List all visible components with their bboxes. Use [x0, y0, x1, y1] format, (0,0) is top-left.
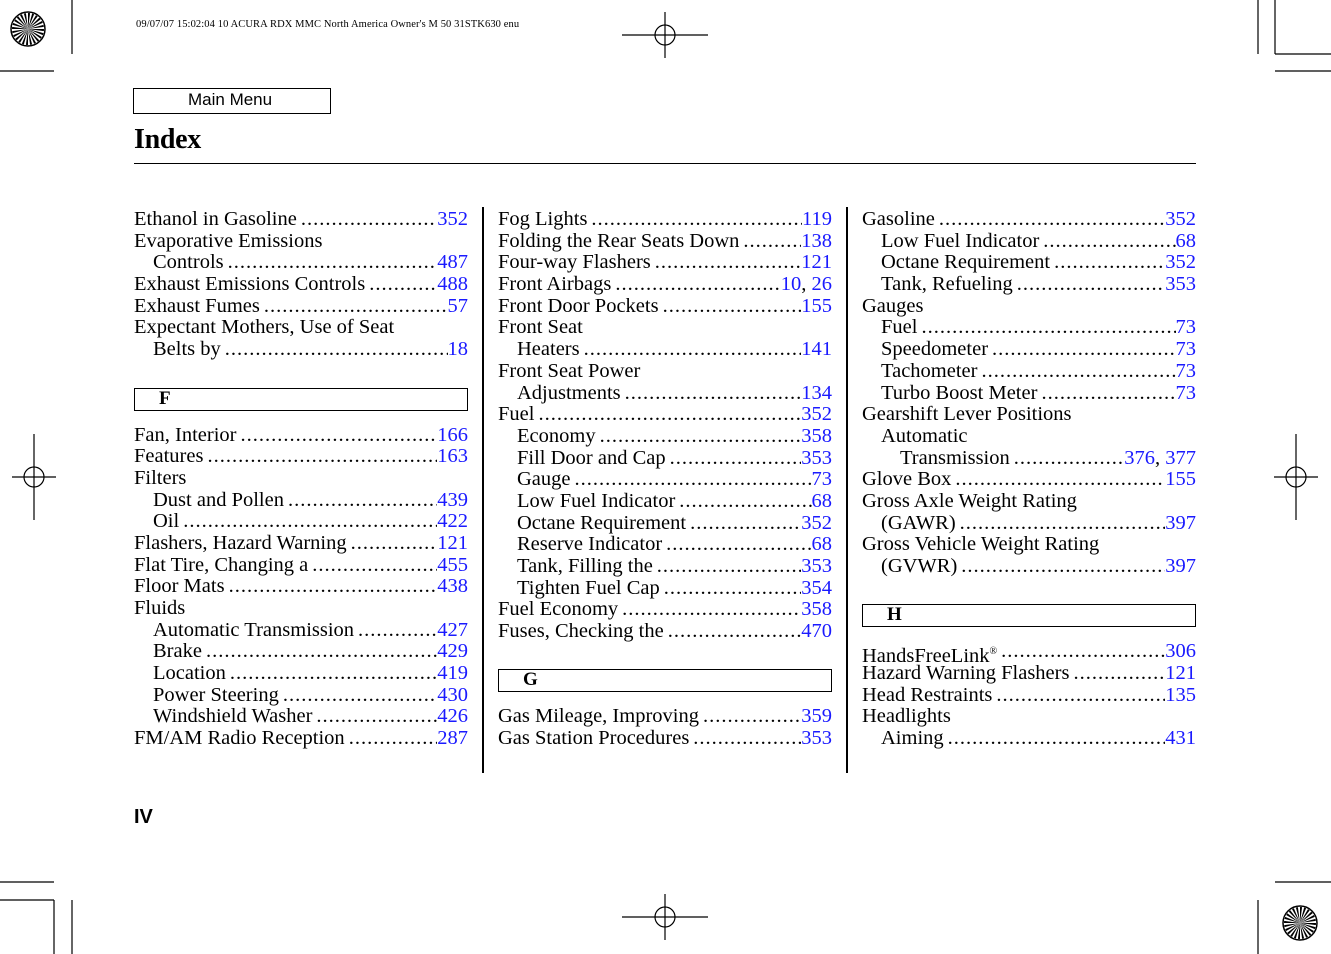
entry-text: FM/AM Radio Reception: [134, 727, 345, 750]
page-link[interactable]: 73: [1175, 338, 1196, 361]
entry-text: Hazard Warning Flashers: [862, 662, 1070, 685]
entry-text: Floor Mats: [134, 575, 225, 598]
page-link[interactable]: 352: [801, 403, 832, 426]
page-link[interactable]: 287: [437, 727, 468, 750]
page-separator: ,: [1155, 446, 1166, 469]
entry-text: Low Fuel Indicator: [517, 489, 676, 512]
print-stamp: 09/07/07 15:02:04 10 ACURA RDX MMC North America Owner's M 50 31STK630 enu: [136, 19, 520, 30]
page-link[interactable]: 352: [801, 511, 832, 534]
page-link[interactable]: 57: [447, 294, 468, 317]
entry-text: Tachometer: [881, 359, 978, 382]
entry-text: Controls: [153, 251, 224, 274]
entry-text: Exhaust Emissions Controls: [134, 273, 366, 296]
entry-text: Automatic: [881, 424, 968, 447]
entry-text: Dust and Pollen: [153, 488, 284, 511]
page-link[interactable]: 352: [437, 208, 468, 230]
entry-text: Evaporative Emissions: [134, 229, 323, 252]
page-link[interactable]: 487: [437, 251, 468, 274]
page-link[interactable]: 354: [801, 576, 832, 599]
page-link[interactable]: 358: [801, 598, 832, 621]
page-number: IV: [134, 806, 153, 828]
entry-text: Front Door Pockets: [498, 294, 659, 317]
page-link[interactable]: 68: [811, 533, 832, 556]
entry-text: Tank, Filling the: [517, 555, 653, 577]
entry-text: Tighten Fuel Cap: [517, 576, 660, 599]
page-link[interactable]: 163: [437, 445, 468, 468]
entry-text: (GVWR): [881, 555, 958, 577]
entry-text: Gearshift Lever Positions: [862, 403, 1072, 426]
page-link[interactable]: 141: [801, 338, 832, 361]
page-link[interactable]: 73: [1175, 316, 1196, 339]
entry-text: Front Seat: [498, 316, 583, 339]
entry-text: Gross Axle Weight Rating: [862, 489, 1077, 512]
entry-text: Octane Requirement: [881, 251, 1051, 274]
page-link[interactable]: 455: [437, 553, 468, 576]
entry-text: Folding the Rear Seats Down: [498, 229, 740, 252]
entry-text: Speedometer: [881, 338, 989, 361]
page-link[interactable]: 68: [1175, 229, 1196, 252]
entry-text: Tank, Refueling: [881, 273, 1013, 296]
entry-text: Fuses, Checking the: [498, 620, 664, 643]
entry-text: Fuel Economy: [498, 598, 619, 621]
page-link[interactable]: 18: [447, 338, 468, 361]
page-link[interactable]: 438: [437, 575, 468, 598]
entry-text: Heaters: [517, 338, 580, 361]
entry-text: Location: [153, 662, 226, 685]
page-link[interactable]: 155: [1165, 468, 1196, 491]
entry-text: Fuel: [498, 403, 535, 426]
page-link[interactable]: 138: [801, 229, 832, 252]
entry-text: Flashers, Hazard Warning: [134, 531, 347, 554]
page-link[interactable]: 121: [1165, 662, 1196, 685]
page-link[interactable]: 353: [801, 727, 832, 750]
page-link[interactable]: 358: [801, 424, 832, 447]
page-link[interactable]: 429: [437, 640, 468, 663]
section-letter-header: G: [498, 669, 832, 692]
page-link[interactable]: 426: [437, 705, 468, 728]
entry-text: Features: [134, 445, 204, 468]
page-link[interactable]: 306: [1165, 640, 1196, 663]
page-link[interactable]: 427: [437, 618, 468, 641]
entry-text: Four-way Flashers: [498, 251, 651, 274]
entry-text: Fog Lights: [498, 208, 588, 230]
page-link[interactable]: 430: [437, 683, 468, 706]
page-link[interactable]: 397: [1165, 555, 1196, 577]
page-link[interactable]: 359: [801, 705, 832, 728]
entry-text: Automatic Transmission: [153, 618, 355, 641]
entry-text: (GAWR): [881, 511, 956, 534]
entry-text: Fluids: [134, 597, 186, 619]
entry-text: Glove Box: [862, 468, 952, 491]
page-link[interactable]: 134: [801, 381, 832, 404]
entry-text: Power Steering: [153, 683, 279, 706]
page-link[interactable]: 73: [1175, 359, 1196, 382]
section-letter-header: F: [134, 388, 468, 411]
entry-text: Fill Door and Cap: [517, 446, 666, 469]
page-link[interactable]: 419: [437, 662, 468, 685]
entry-text: Octane Requirement: [517, 511, 687, 534]
entry-text: Reserve Indicator: [517, 533, 663, 556]
entry-text: Headlights: [862, 705, 951, 728]
entry-text: Flat Tire, Changing a: [134, 553, 309, 576]
page-link[interactable]: 121: [437, 531, 468, 554]
page-link[interactable]: 10: [780, 273, 802, 296]
entry-text: Fuel: [881, 316, 918, 339]
entry-text: Adjustments: [517, 381, 621, 404]
page-link[interactable]: 488: [437, 273, 468, 296]
page-link[interactable]: 377: [1165, 446, 1196, 469]
entry-text: Gas Mileage, Improving: [498, 705, 699, 728]
page-link[interactable]: 68: [811, 489, 832, 512]
entry-text: Belts by: [153, 338, 221, 361]
page-link[interactable]: 352: [1165, 251, 1196, 274]
entry-text: Filters: [134, 466, 187, 489]
page-link[interactable]: 422: [437, 510, 468, 533]
page-link[interactable]: 397: [1165, 511, 1196, 534]
page-link[interactable]: 73: [811, 468, 832, 491]
entry-text: Low Fuel Indicator: [881, 229, 1040, 252]
entry-text: Expectant Mothers, Use of Seat: [134, 316, 395, 339]
page-link[interactable]: 121: [801, 251, 832, 274]
entry-text: Front Seat Power: [498, 359, 641, 382]
page-link[interactable]: 135: [1165, 683, 1196, 706]
page-link[interactable]: 155: [801, 294, 832, 317]
entry-text: Gross Vehicle Weight Rating: [862, 533, 1100, 556]
page-link[interactable]: 352: [1165, 208, 1196, 230]
entry-text: Aiming: [881, 727, 944, 750]
page-title: Index: [134, 124, 201, 155]
page-link[interactable]: 119: [802, 208, 832, 230]
page-link[interactable]: 431: [1165, 727, 1196, 750]
entry-text: Turbo Boost Meter: [881, 381, 1038, 404]
page-link[interactable]: 73: [1175, 381, 1196, 404]
page-separator: ,: [801, 273, 812, 296]
entry-text: Transmission: [900, 446, 1010, 469]
entry-text: HandsFreeLink®: [862, 645, 998, 668]
main-menu-button[interactable]: Main Menu: [133, 88, 331, 114]
registered-mark: ®: [989, 646, 998, 658]
page-link[interactable]: 26: [811, 273, 832, 296]
entry-text: Head Restraints: [862, 683, 993, 706]
page-link[interactable]: 439: [437, 488, 468, 511]
entry-text: Gauge: [517, 468, 571, 491]
entry-text: Gauges: [862, 294, 924, 317]
page-link[interactable]: 353: [801, 555, 832, 577]
entry-text: Exhaust Fumes: [134, 294, 260, 317]
page-link[interactable]: 353: [801, 446, 832, 469]
entry-text: Economy: [517, 424, 596, 447]
page-link[interactable]: 470: [801, 620, 832, 643]
page-link[interactable]: 376: [1124, 446, 1155, 469]
entry-text: Brake: [153, 640, 202, 663]
entry-text: Fan, Interior: [134, 423, 237, 446]
section-letter-header: H: [862, 604, 1196, 627]
entry-text: Gas Station Procedures: [498, 727, 690, 750]
entry-text: Gasoline: [862, 208, 935, 230]
entry-text: Front Airbags: [498, 273, 612, 296]
page-link[interactable]: 166: [437, 423, 468, 446]
entry-text: Oil: [153, 510, 180, 533]
entry-text: Windshield Washer: [153, 705, 313, 728]
page-link[interactable]: 353: [1165, 273, 1196, 296]
entry-text: Ethanol in Gasoline: [134, 208, 297, 230]
